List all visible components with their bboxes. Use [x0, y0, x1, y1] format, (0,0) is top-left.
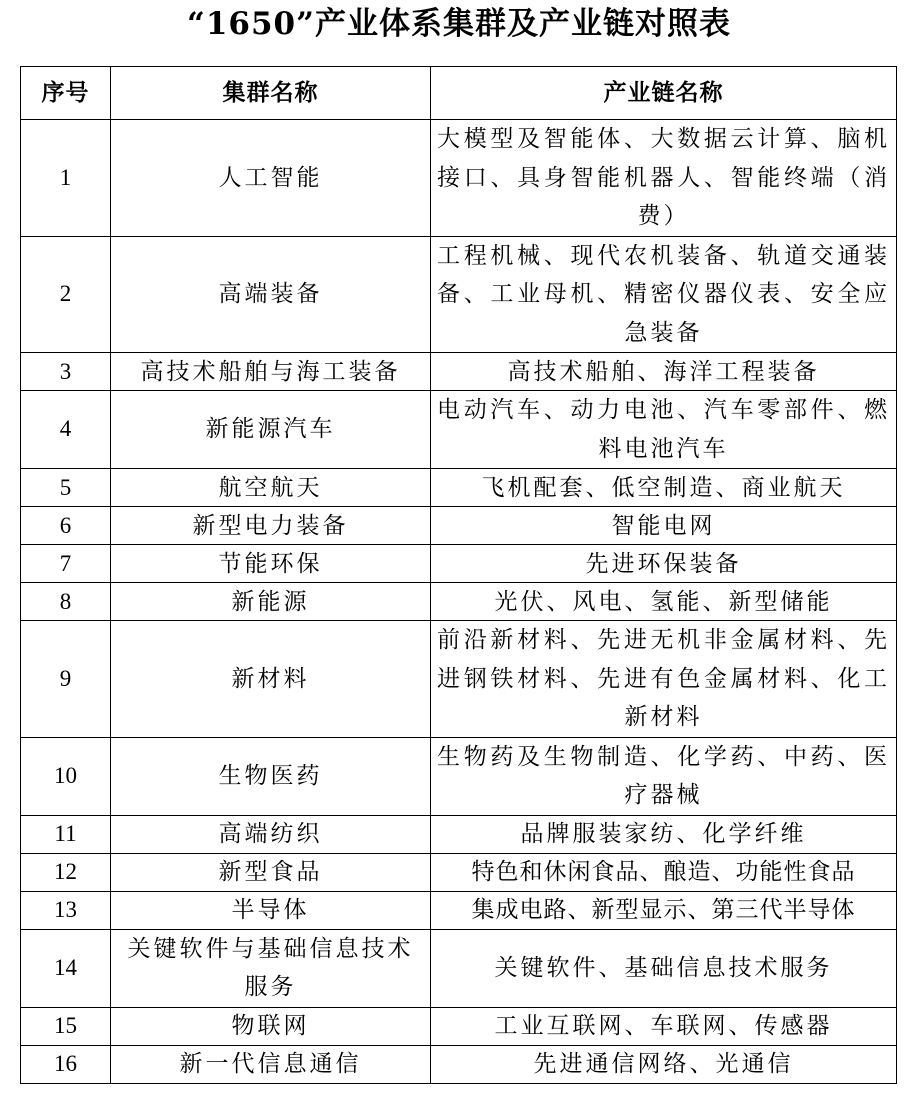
table-row: [21, 120, 897, 237]
chain-name: 集成电路、新型显示、第三代半导体: [431, 891, 897, 929]
table-row: [21, 236, 897, 353]
chain-name: 飞机配套、低空制造、商业航天: [431, 469, 897, 507]
row-index: 7: [21, 545, 111, 583]
table-row: [21, 621, 897, 738]
row-index: 9: [21, 621, 111, 738]
table-row: [21, 891, 897, 929]
cluster-chain-table: [20, 66, 897, 1084]
cluster-name: 高技术船舶与海工装备: [111, 353, 431, 391]
table-row: [21, 1007, 897, 1045]
table-row: [21, 1045, 897, 1083]
cluster-name: 关键软件与基础信息技术服务: [111, 929, 431, 1007]
row-index: 12: [21, 853, 111, 891]
chain-name: 光伏、风电、氢能、新型储能: [431, 583, 897, 621]
cluster-name: 物联网: [111, 1007, 431, 1045]
row-index: 10: [21, 737, 111, 815]
row-index: 5: [21, 469, 111, 507]
chain-name: 品牌服装家纺、化学纤维: [431, 815, 897, 853]
header-index: 序号: [21, 67, 111, 120]
header-cluster-name: 集群名称: [111, 67, 431, 120]
header-chain-name: 产业链名称: [431, 67, 897, 120]
cluster-name: 新能源汽车: [111, 391, 431, 469]
row-index: 4: [21, 391, 111, 469]
chain-name: 电动汽车、动力电池、汽车零部件、燃料电池汽车: [431, 391, 897, 469]
page-title: “1650”产业体系集群及产业链对照表: [187, 6, 731, 42]
cluster-name: 节能环保: [111, 545, 431, 583]
table-header-row: [21, 67, 897, 120]
row-index: 15: [21, 1007, 111, 1045]
table-row: [21, 391, 897, 469]
chain-name: 先进环保装备: [431, 545, 897, 583]
chain-name: 工程机械、现代农机装备、轨道交通装备、工业母机、精密仪器仪表、安全应急装备: [431, 236, 897, 353]
chain-name: 大模型及智能体、大数据云计算、脑机接口、具身智能机器人、智能终端（消费）: [431, 120, 897, 237]
table-row: [21, 545, 897, 583]
chain-name: 前沿新材料、先进无机非金属材料、先进钢铁材料、先进有色金属材料、化工新材料: [431, 621, 897, 738]
cluster-name: 新材料: [111, 621, 431, 738]
table-row: [21, 737, 897, 815]
chain-name: 先进通信网络、光通信: [431, 1045, 897, 1083]
row-index: 14: [21, 929, 111, 1007]
chain-name: 工业互联网、车联网、传感器: [431, 1007, 897, 1045]
chain-name: 关键软件、基础信息技术服务: [431, 929, 897, 1007]
row-index: 3: [21, 353, 111, 391]
chain-name: 智能电网: [431, 507, 897, 545]
cluster-name: 新一代信息通信: [111, 1045, 431, 1083]
cluster-name: 航空航天: [111, 469, 431, 507]
table-row: [21, 469, 897, 507]
chain-name: 高技术船舶、海洋工程装备: [431, 353, 897, 391]
table-row: [21, 507, 897, 545]
cluster-name: 新型电力装备: [111, 507, 431, 545]
row-index: 11: [21, 815, 111, 853]
chain-name: 特色和休闲食品、酿造、功能性食品: [431, 853, 897, 891]
row-index: 6: [21, 507, 111, 545]
cluster-name: 新型食品: [111, 853, 431, 891]
row-index: 8: [21, 583, 111, 621]
cluster-name: 高端纺织: [111, 815, 431, 853]
table-row: [21, 353, 897, 391]
cluster-name: 高端装备: [111, 236, 431, 353]
row-index: 1: [21, 120, 111, 237]
cluster-name: 人工智能: [111, 120, 431, 237]
chain-name: 生物药及生物制造、化学药、中药、医疗器械: [431, 737, 897, 815]
table-row: [21, 815, 897, 853]
cluster-name: 新能源: [111, 583, 431, 621]
table-row: [21, 929, 897, 1007]
table-row: [21, 583, 897, 621]
row-index: 16: [21, 1045, 111, 1083]
table-row: [21, 853, 897, 891]
cluster-name: 生物医药: [111, 737, 431, 815]
cluster-name: 半导体: [111, 891, 431, 929]
row-index: 13: [21, 891, 111, 929]
row-index: 2: [21, 236, 111, 353]
